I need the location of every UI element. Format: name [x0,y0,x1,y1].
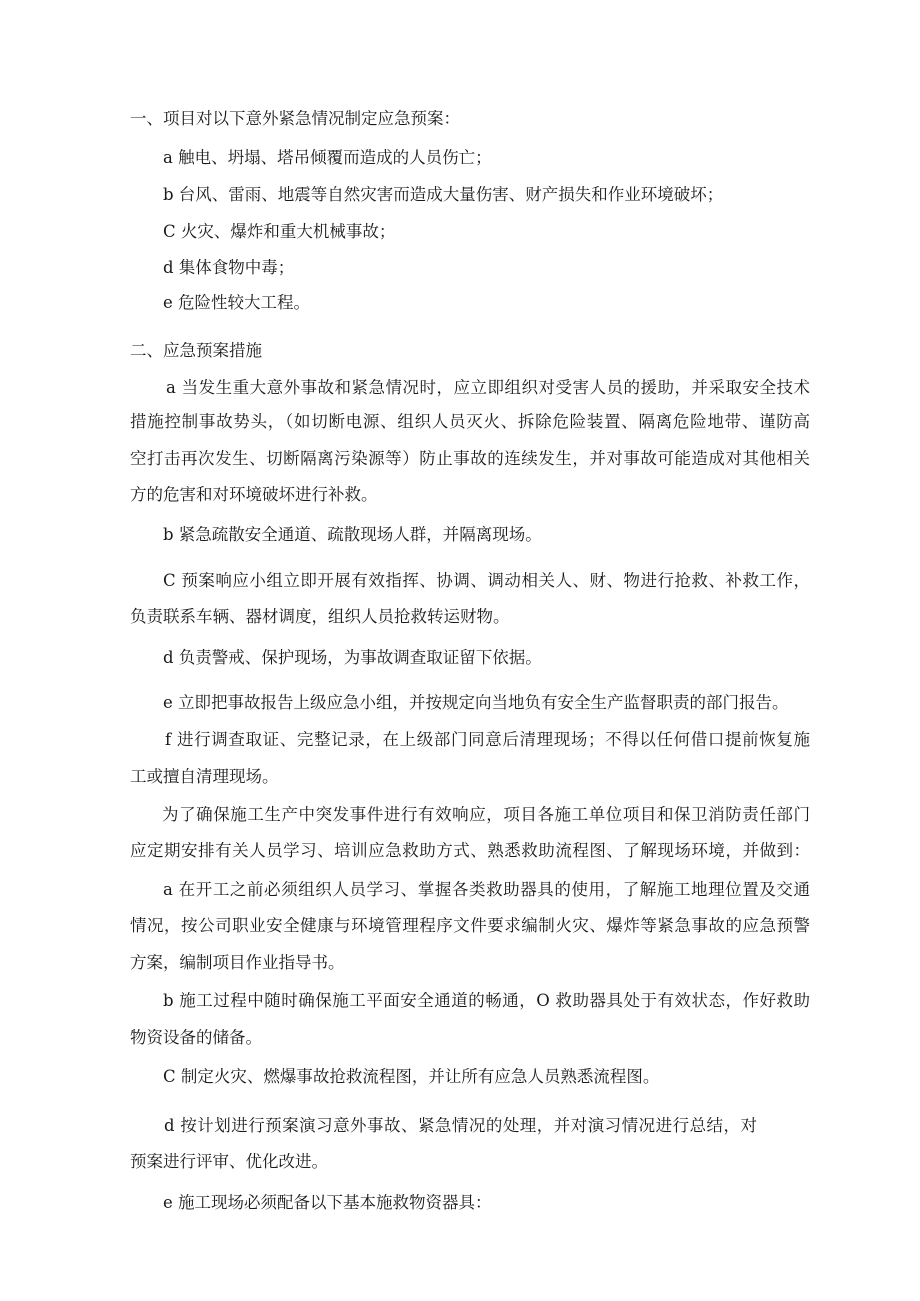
para-e: e 立即把事故报告上级应急小组，并按规定向当地负有安全生产监督职责的部门报告。 [163,693,789,712]
req-a-line3: 方案，编制项目作业指导书。 [130,953,345,972]
req-c: C 制定火灾、燃爆事故抢救流程图，并让所有应急人员熟悉流程图。 [163,1067,660,1086]
req-b-line1: b 施工过程中随时确保施工平面安全通道的畅通，O 救助器具处于有效状态，作好救助 [163,991,810,1010]
section1-heading: 一、项目对以下意外紧急情况制定应急预案： [130,109,460,128]
req-a-line1: a 在开工之前必须组织人员学习、掌握各类救助器具的使用，了解施工地理位置及交通 [163,880,810,899]
section1-item-e: e 危险性较大工程。 [163,293,311,312]
para-a-line4: 方的危害和对环境破坏进行补救。 [130,485,378,504]
req-e: e 施工现场必须配备以下基本施救物资器具： [163,1193,492,1212]
para-d: d 负责警戒、保护现场，为事故调查取证留下依据。 [163,648,542,667]
para-c-line2: 负责联系车辆、器材调度，组织人员抢救转运财物。 [130,607,510,626]
para-c-line1: C 预案响应小组立即开展有效指挥、协调、调动相关人、财、物进行抢救、补救工作， [163,571,810,590]
section2-heading: 二、应急预案措施 [130,341,262,360]
intro-line2: 应定期安排有关人员学习、培训应急救助方式、熟悉救助流程图、了解现场环境，并做到： [130,841,810,860]
para-f-line1: f 进行调查取证、完整记录，在上级部门同意后清理现场；不得以任何借口提前恢复施 [165,730,810,749]
para-a-line3: 空打击再次发生、切断隔离污染源等）防止事故的连续发生，并对事故可能造成对其他相关 [130,449,810,468]
para-f-line2: 工或擅自清理现场。 [130,767,279,786]
section1-item-a: a 触电、坍塌、塔吊倾覆而造成的人员伤亡； [163,148,492,167]
para-a-line2: 措施控制事故势头，（如切断电源、组织人员灭火、拆除危险装置、隔离危险地带、谨防高 [130,412,810,431]
req-d-line2: 预案进行评审、优化改进。 [130,1152,328,1171]
req-a-line2: 情况，按公司职业安全健康与环境管理程序文件要求编制火灾、爆炸等紧急事故的应急预警 [130,916,810,935]
para-a-line1: a 当发生重大意外事故和紧急情况时，应立即组织对受害人员的援助，并采取安全技术 [166,378,810,397]
section1-item-c: C 火灾、爆炸和重大机械事故； [163,222,396,241]
para-b: b 紧急疏散安全通道、疏散现场人群，并隔离现场。 [163,525,542,544]
section1-item-b: b 台风、雷雨、地震等自然灾害而造成大量伤害、财产损失和作业环境破坏； [163,185,724,204]
req-b-line2: 物资设备的储备。 [130,1028,262,1047]
section1-item-d: d 集体食物中毒； [163,258,295,277]
intro-line1: 为了确保施工生产中突发事件进行有效响应，项目各施工单位项目和保卫消防责任部门 [162,805,810,824]
req-d-line1: d 按计划进行预案演习意外事故、紧急情况的处理，并对演习情况进行总结，对 [164,1116,757,1135]
